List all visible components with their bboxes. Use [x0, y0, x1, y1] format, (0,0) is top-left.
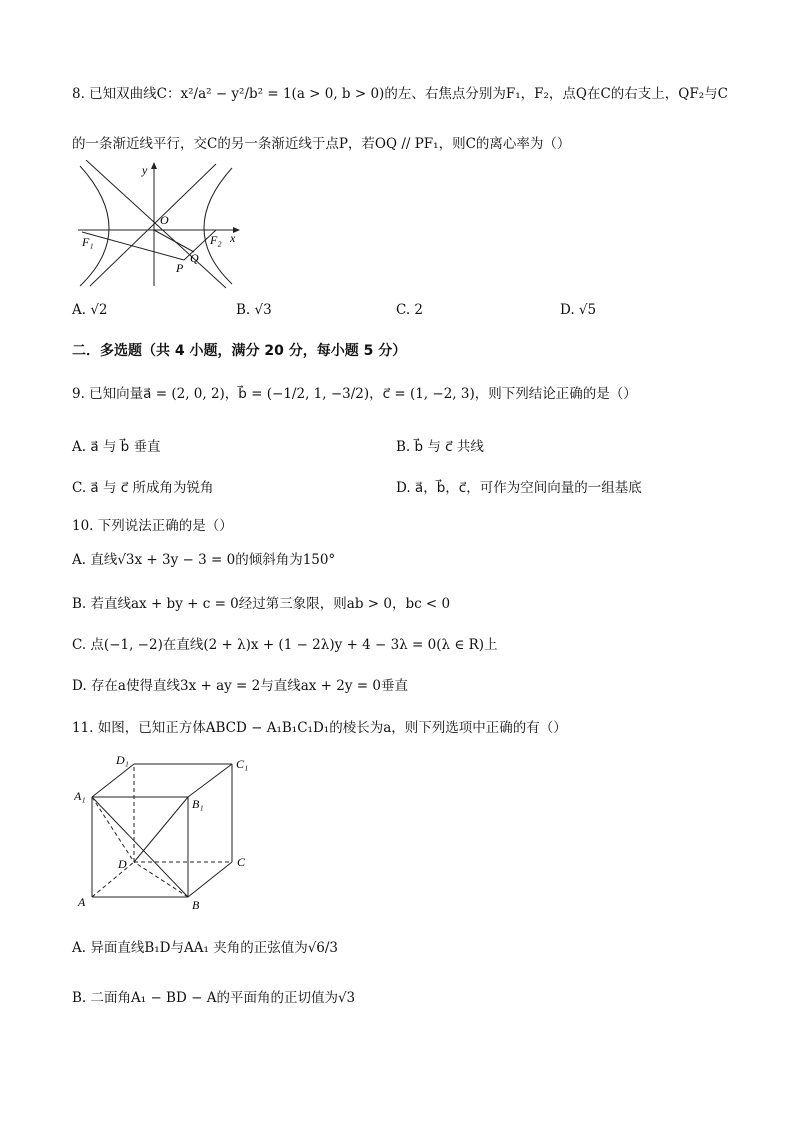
- q8-option-b: B. √3: [236, 302, 272, 318]
- q10-stem: 10. 下列说法正确的是（）: [72, 518, 233, 534]
- q8-stem-line2: 的一条渐近线平行，交C的另一条渐近线于点P，若OQ // PF₁，则C的离心率为（）: [72, 136, 571, 152]
- label-B1: B₁: [192, 797, 204, 811]
- label-P: P: [176, 261, 184, 275]
- label-F2: F₂: [210, 233, 222, 247]
- q9-stem: 9. 已知向量a⃗ = (2, 0, 2)，b⃗ = (−1/2, 1, −3/2)，c⃗ = (1, −2, 3)，则下列结论正确的是（）: [72, 386, 637, 402]
- section2-heading: 二．多选题（共 4 小题，满分 20 分，每小题 5 分）: [72, 343, 407, 359]
- q8-stem-line1: 8. 已知双曲线C：x²/a² − y²/b² = 1(a > 0, b > 0)的左、右焦点分别为F₁，F₂，点Q在C的右支上，QF₂与C: [72, 86, 728, 102]
- label-D: D: [118, 857, 127, 871]
- q10-option-c: C. 点(−1, −2)在直线(2 + λ)x + (1 − 2λ)y + 4 − 3λ = 0(λ ∈ R)上: [72, 637, 498, 653]
- label-Q: Q: [190, 251, 199, 265]
- q10-option-b: B. 若直线ax + by + c = 0经过第三象限，则ab > 0，bc < 0: [72, 596, 451, 612]
- q8-hyperbola-figure: [76, 160, 246, 290]
- hyperbola-right-branch: [204, 168, 232, 284]
- q8-option-d: D. √5: [560, 302, 597, 318]
- diagonal-A1-B: [92, 797, 188, 897]
- q11-stem: 11. 如图，已知正方体ABCD − A₁B₁C₁D₁的棱长为a，则下列选项中正确的有（）: [72, 720, 567, 736]
- label-B: B: [192, 898, 200, 912]
- q9-option-d: D. a⃗，b⃗，c⃗，可作为空间向量的一组基底: [396, 480, 642, 496]
- label-A: A: [78, 895, 86, 909]
- q10-option-a: A. 直线√3x + 3y − 3 = 0的倾斜角为150°: [72, 552, 336, 568]
- y-axis-arrow: [151, 162, 157, 169]
- label-y: y: [142, 163, 148, 177]
- label-O: O: [160, 213, 169, 227]
- q9-option-c: C. a⃗ 与 c⃗ 所成角为锐角: [72, 480, 214, 496]
- q9-option-b: B. b⃗ 与 c⃗ 共线: [396, 439, 484, 455]
- hidden-edge-A-D: [92, 862, 134, 897]
- edge-A1-D1: [92, 764, 134, 797]
- q8-option-c: C. 2: [396, 302, 424, 318]
- label-C: C: [237, 855, 246, 869]
- hyperbola-left-branch: [80, 166, 109, 286]
- q10-option-d: D. 存在a使得直线3x + ay = 2与直线ax + 2y = 0垂直: [72, 678, 408, 694]
- q11-cube-figure: [74, 752, 264, 912]
- edge-B-C: [188, 862, 232, 897]
- edge-B1-C1: [188, 764, 232, 797]
- q8-option-a: A. √2: [72, 302, 108, 318]
- q11-option-a: A. 异面直线B₁D与AA₁ 夹角的正弦值为√6/3: [72, 940, 339, 956]
- label-C1: C₁: [236, 757, 249, 771]
- hidden-diagonal-B-D: [134, 862, 188, 897]
- q9-option-a: A. a⃗ 与 b⃗ 垂直: [72, 439, 161, 455]
- label-A1: A₁: [74, 789, 86, 803]
- hidden-diagonal-A1-D: [92, 797, 134, 862]
- q11-option-b: B. 二面角A₁ − BD − A的平面角的正切值为√3: [72, 990, 356, 1006]
- diagonal-B1-D: [134, 797, 188, 862]
- label-F1: F₁: [82, 235, 94, 249]
- segment-O-Q: [154, 230, 194, 252]
- label-x: x: [230, 231, 236, 245]
- label-D1: D₁: [116, 753, 129, 767]
- asymptote-1: [86, 160, 226, 288]
